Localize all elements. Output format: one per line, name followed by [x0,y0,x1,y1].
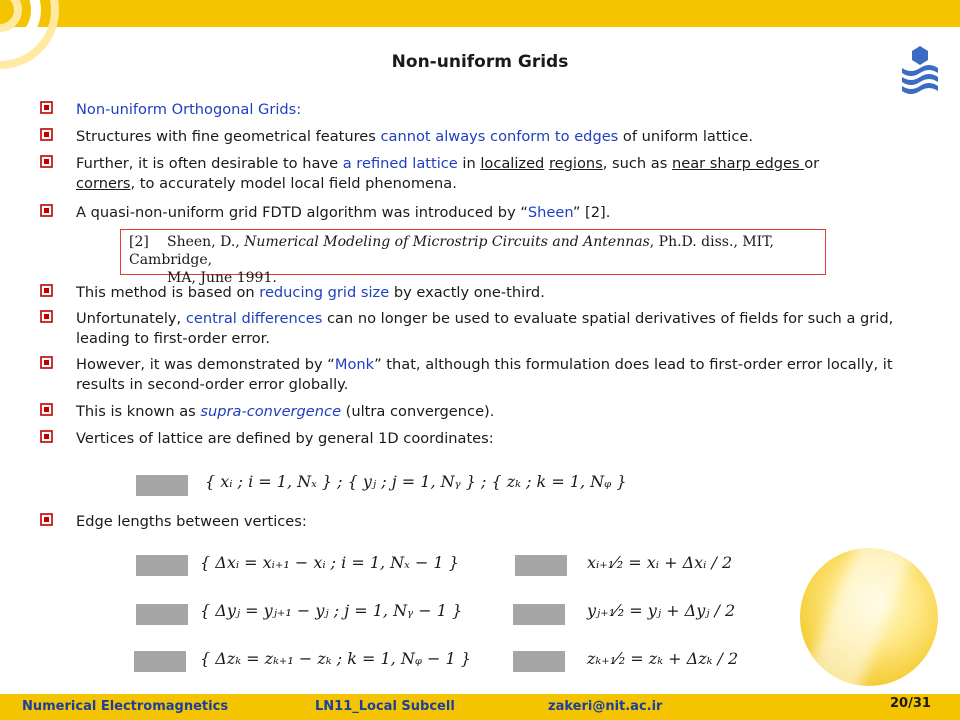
checkbox-bullet-icon [40,284,53,297]
text-run: , such as [602,155,672,172]
equation-marker [515,555,567,576]
reference-number: [2] [129,234,149,250]
bullet-item [40,355,910,395]
text-run: or [804,155,820,172]
bullet-text [76,154,910,194]
highlight-run: reducing grid size [259,284,390,301]
text-run: Unfortunately, [76,310,186,327]
footer-email: zakeri@nit.ac.ir [548,699,663,714]
equation-marker [136,555,188,576]
yellow-sphere-decoration [800,548,938,686]
equation-marker [513,604,565,625]
underlined-run: near sharp edges [671,155,805,172]
bullet-text: Non-uniform Orthogonal Grids: [76,101,302,118]
reference-author: Sheen, D., [167,234,245,250]
delta-z-equation: { Δzₖ = zₖ₊₁ − zₖ ; k = 1, Nᵩ − 1 } [200,649,471,668]
text-run: ” [2]. [572,204,611,221]
text-run: A quasi-non-uniform grid FDTD algorithm was introduced by “ [76,204,528,221]
footer-bar [0,694,960,720]
reference-citation-box [120,229,826,286]
slide-title: Non-uniform Grids [391,52,569,72]
checkbox-bullet-icon [40,513,53,526]
text-run: ” that, although this formulation does lead to first-order error locally, it results in second-order error globally. [76,356,893,393]
checkbox-bullet-icon [40,356,53,369]
reference-title: Numerical Modeling of Microstrip Circuits and Antennas [244,234,650,250]
highlight-run: cannot always conform to edges [380,128,619,145]
text-run: (ultra convergence). [341,403,495,420]
footer-lecture: LN11_Local Subcell [315,699,455,714]
bullet-item [40,127,910,147]
university-logo [898,44,942,100]
checkbox-bullet-icon [40,128,53,141]
text-run: by exactly one-third. [389,284,545,301]
highlight-run: Monk [334,356,375,373]
bullet-text [76,402,910,422]
text-run: Further, it is often desirable to have [76,155,343,172]
bullet-text: Edge lengths between vertices: [76,513,307,530]
bullet-text [76,309,910,349]
reference-text [129,233,819,287]
equation-marker [134,651,186,672]
text-run: in [457,155,481,172]
bullet-text [76,355,910,395]
top-accent-bar [0,0,960,27]
bullet-text [76,203,910,223]
bullet-item [40,100,910,120]
bullet-item [40,512,910,532]
highlight-run: supra-convergence [200,403,342,420]
footer-course: Numerical Electromagnetics [22,699,229,714]
page-number: 20/31 [890,696,931,711]
text-run: can no longer be used to evaluate spatial derivatives of fields for such a grid, leading to first-order error. [76,310,894,347]
reference-date: MA, June 1991. [167,270,277,286]
delta-y-equation: { Δyⱼ = yⱼ₊₁ − yⱼ ; j = 1, Nᵧ − 1 } [200,601,463,620]
bullet-text [76,127,910,147]
reference-details: , Ph.D. diss., MIT, Cambridge, [129,234,774,268]
checkbox-bullet-icon [40,310,53,323]
half-z-equation: zₖ₊₁⁄₂ = zₖ + Δzₖ / 2 [587,649,739,668]
underlined-run: regions [548,155,603,172]
highlight-run: Sheen [527,204,573,221]
text-run: This method is based on [76,284,260,301]
vertices-equation: { xᵢ ; i = 1, Nₓ } ; { yⱼ ; j = 1, Nᵧ } ; { zₖ ; k = 1, Nᵩ } [205,472,627,491]
half-y-equation: yⱼ₊₁⁄₂ = yⱼ + Δyⱼ / 2 [587,601,736,620]
underlined-run: localized [480,155,545,172]
underlined-run: corners [76,175,131,192]
checkbox-bullet-icon [40,204,53,217]
delta-x-equation: { Δxᵢ = xᵢ₊₁ − xᵢ ; i = 1, Nₓ − 1 } [200,553,459,572]
checkbox-bullet-icon [40,403,53,416]
equation-marker [513,651,565,672]
checkbox-bullet-icon [40,155,53,168]
bullet-item [40,402,910,422]
text-run: However, it was demonstrated by “ [76,356,335,373]
bullet-text: Vertices of lattice are defined by general 1D coordinates: [76,430,494,447]
bullet-item [40,309,910,349]
text-run: This is known as [76,403,201,420]
text-run: , to accurately model local field phenomena. [130,175,457,192]
equation-marker [136,475,188,496]
highlight-run: central differences [185,310,323,327]
checkbox-bullet-icon [40,430,53,443]
half-x-equation: xᵢ₊₁⁄₂ = xᵢ + Δxᵢ / 2 [587,553,733,572]
checkbox-bullet-icon [40,101,53,114]
equation-marker [136,604,188,625]
bullet-item [40,429,910,449]
bullet-item [40,154,910,194]
bullet-item [40,203,910,223]
highlight-run: a refined lattice [342,155,458,172]
text-run: of uniform lattice. [618,128,753,145]
text-run: Structures with fine geometrical features [76,128,381,145]
